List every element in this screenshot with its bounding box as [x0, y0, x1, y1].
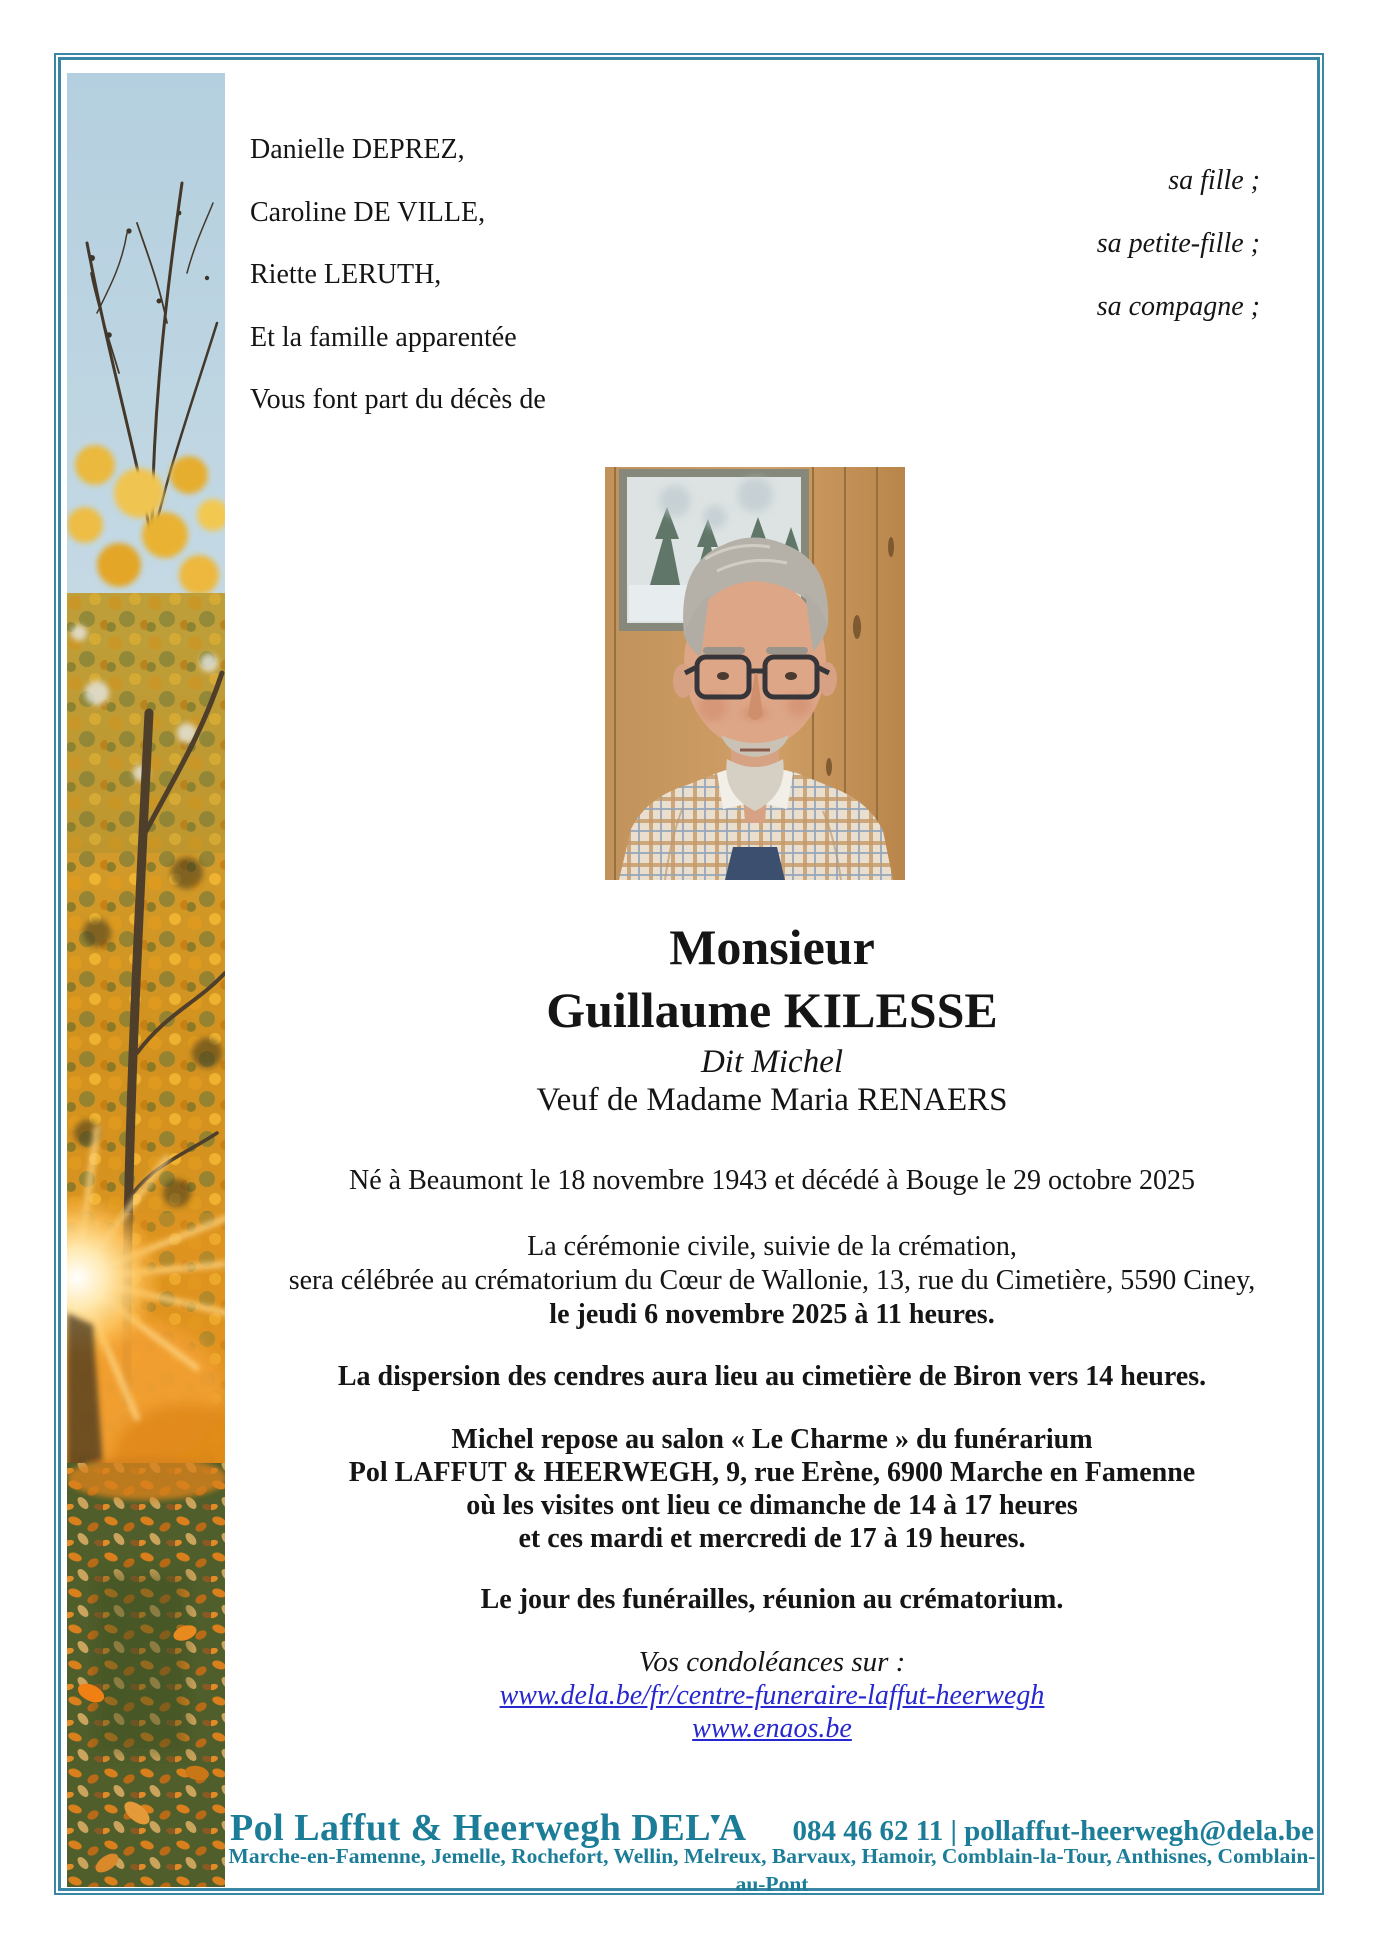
- ceremony-line-2: sera célébrée au crématorium du Cœur de Wallonie, 13, rue du Cimetière, 5590 Ciney,: [288, 1265, 1256, 1296]
- relation-labels: [1097, 164, 1260, 324]
- footer-contact: 084 46 62 11 | pollaffut-heerwegh@dela.be: [792, 1815, 1315, 1847]
- footer-locations: Marche-en-Famenne, Jemelle, Rochefort, Wellin, Melreux, Barvaux, Hamoir, Comblain-la-Tour, Anthisnes, Comblain-au-Pont: [228, 1844, 1316, 1896]
- repose-paragraph: [226, 1423, 1318, 1555]
- ceremony-line-1: La cérémonie civile, suivie de la crémation,: [527, 1231, 1017, 1262]
- deceased-portrait-image: [605, 467, 905, 880]
- brand-name: Pol Laffut & Heerwegh: [229, 1807, 632, 1849]
- ceremony-date-line: le jeudi 6 novembre 2025 à 11 heures.: [549, 1299, 995, 1330]
- relation-label: sa petite-fille ;: [1096, 228, 1260, 259]
- condolences-link-enaos[interactable]: www.enaos.be: [692, 1713, 852, 1744]
- deceased-title: Monsieur: [669, 919, 875, 975]
- announcer-names: [250, 133, 546, 417]
- announcement-intro: Vous font part du décès de: [250, 384, 546, 415]
- deceased-nickname: Dit Michel: [700, 1044, 844, 1080]
- repose-line-2: Pol LAFFUT & HEERWEGH, 9, rue Erène, 6900 Marche en Famenne: [348, 1457, 1196, 1488]
- funeral-day-line: Le jour des funérailles, réunion au crématorium.: [480, 1584, 1064, 1615]
- portrait-photo: [605, 467, 905, 880]
- ceremony-paragraph: [226, 1230, 1318, 1332]
- announcer-name: Riette LERUTH,: [250, 259, 442, 290]
- dela-triangle-mark: ▾: [711, 1809, 719, 1828]
- repose-line-3: où les visites ont lieu ce dimanche de 14 à 17 heures: [466, 1490, 1078, 1521]
- autumn-trees-sunlight-image: [67, 73, 225, 1887]
- repose-line-4: et ces mardi et mercredi de 17 à 19 heures.: [518, 1523, 1026, 1554]
- autumn-photo-strip: [67, 73, 225, 1887]
- condolences-link-dela[interactable]: www.dela.be/fr/centre-funeraire-laffut-heerwegh: [499, 1680, 1045, 1711]
- repose-line-1: Michel repose au salon « Le Charme » du funérarium: [451, 1424, 1093, 1455]
- announcer-name: Caroline DE VILLE,: [250, 196, 486, 228]
- condolences-label: Vos condoléances sur :: [638, 1646, 906, 1678]
- relation-label: sa fille ;: [1168, 165, 1260, 196]
- dispersion-line: La dispersion des cendres aura lieu au cimetière de Biron vers 14 heures.: [337, 1361, 1207, 1392]
- relation-label: sa compagne ;: [1096, 291, 1260, 322]
- dela-logo: DEL▾A: [631, 1807, 747, 1849]
- deceased-name: Guillaume KILESSE: [546, 982, 998, 1038]
- announcer-name: Et la famille apparentée: [250, 321, 517, 353]
- announcer-name: Danielle DEPREZ,: [250, 134, 465, 165]
- life-dates-line: Né à Beaumont le 18 novembre 1943 et décédé à Bouge le 29 octobre 2025: [349, 1165, 1195, 1196]
- deceased-widower-line: Veuf de Madame Maria RENAERS: [536, 1082, 1008, 1118]
- condolences-links: [226, 1679, 1318, 1745]
